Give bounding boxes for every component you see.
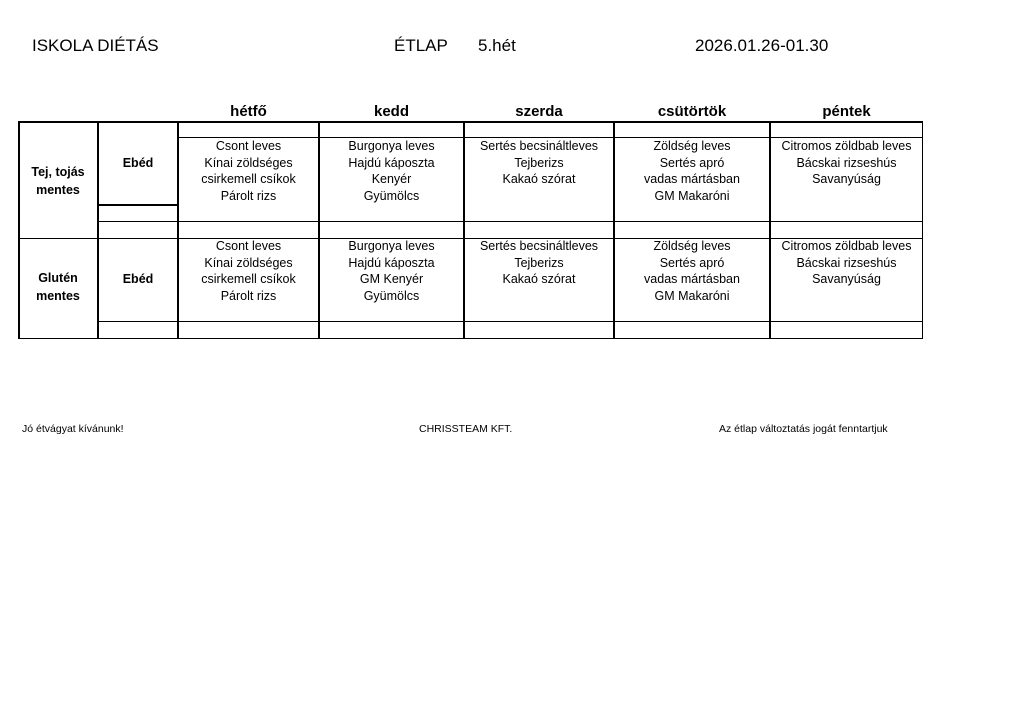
meal-label: Ebéd	[122, 272, 154, 286]
menu-cell: Sertés becsináltleves Tejberizs Kakaó szórat	[479, 139, 599, 187]
day-header: kedd	[373, 103, 409, 120]
date-range: 2026.01.26-01.30	[695, 36, 829, 55]
table-border	[18, 338, 923, 340]
day-header: hétfő	[230, 103, 267, 120]
menu-cell: Zöldség leves Sertés apró vadas mártásban GM Makaróni	[644, 139, 740, 204]
menu-table	[18, 121, 923, 339]
day-header-row	[0, 103, 1024, 123]
menu-cell: Citromos zöldbab leves Bácskai rizseshús Savanyúság	[781, 139, 912, 187]
menu-cell: Burgonya leves Hajdú káposzta Kenyér Gyümölcs	[348, 139, 435, 204]
footer-company: CHRISSTEAM KFT.	[419, 423, 513, 435]
menu-cell: Burgonya leves Hajdú káposzta GM Kenyér Gyümölcs	[348, 239, 435, 304]
menu-cell: Csont leves Kínai zöldséges csirkemell csíkok Párolt rizs	[201, 139, 296, 204]
footer-greeting: Jó étvágyat kívánunk!	[22, 423, 124, 435]
footer-disclaimer: Az étlap változtatás jogát fenntartjuk	[719, 423, 888, 435]
table-border	[18, 121, 20, 339]
row-divider	[97, 204, 178, 206]
diet-label: Glutén mentes	[36, 271, 80, 303]
menu-cell: Zöldség leves Sertés apró vadas mártásban GM Makaróni	[644, 239, 740, 304]
row-divider	[177, 321, 923, 323]
meal-label: Ebéd	[122, 156, 154, 170]
school-label: ISKOLA DIÉTÁS	[32, 36, 159, 55]
day-header: szerda	[515, 103, 563, 120]
row-divider	[97, 221, 178, 223]
row-divider	[177, 221, 923, 223]
row-divider	[97, 321, 178, 323]
day-header: péntek	[822, 103, 871, 120]
menu-cell: Csont leves Kínai zöldséges csirkemell csíkok Párolt rizs	[201, 239, 296, 304]
table-border	[18, 121, 923, 123]
menu-cell: Citromos zöldbab leves Bácskai rizseshús Savanyúság	[781, 239, 912, 287]
week-label: 5.hét	[478, 36, 516, 55]
day-header: csütörtök	[657, 103, 727, 120]
menu-cell: Sertés becsináltleves Tejberizs Kakaó szórat	[479, 239, 599, 287]
diet-label: Tej, tojás mentes	[31, 165, 85, 197]
menu-title: ÉTLAP	[394, 36, 448, 55]
